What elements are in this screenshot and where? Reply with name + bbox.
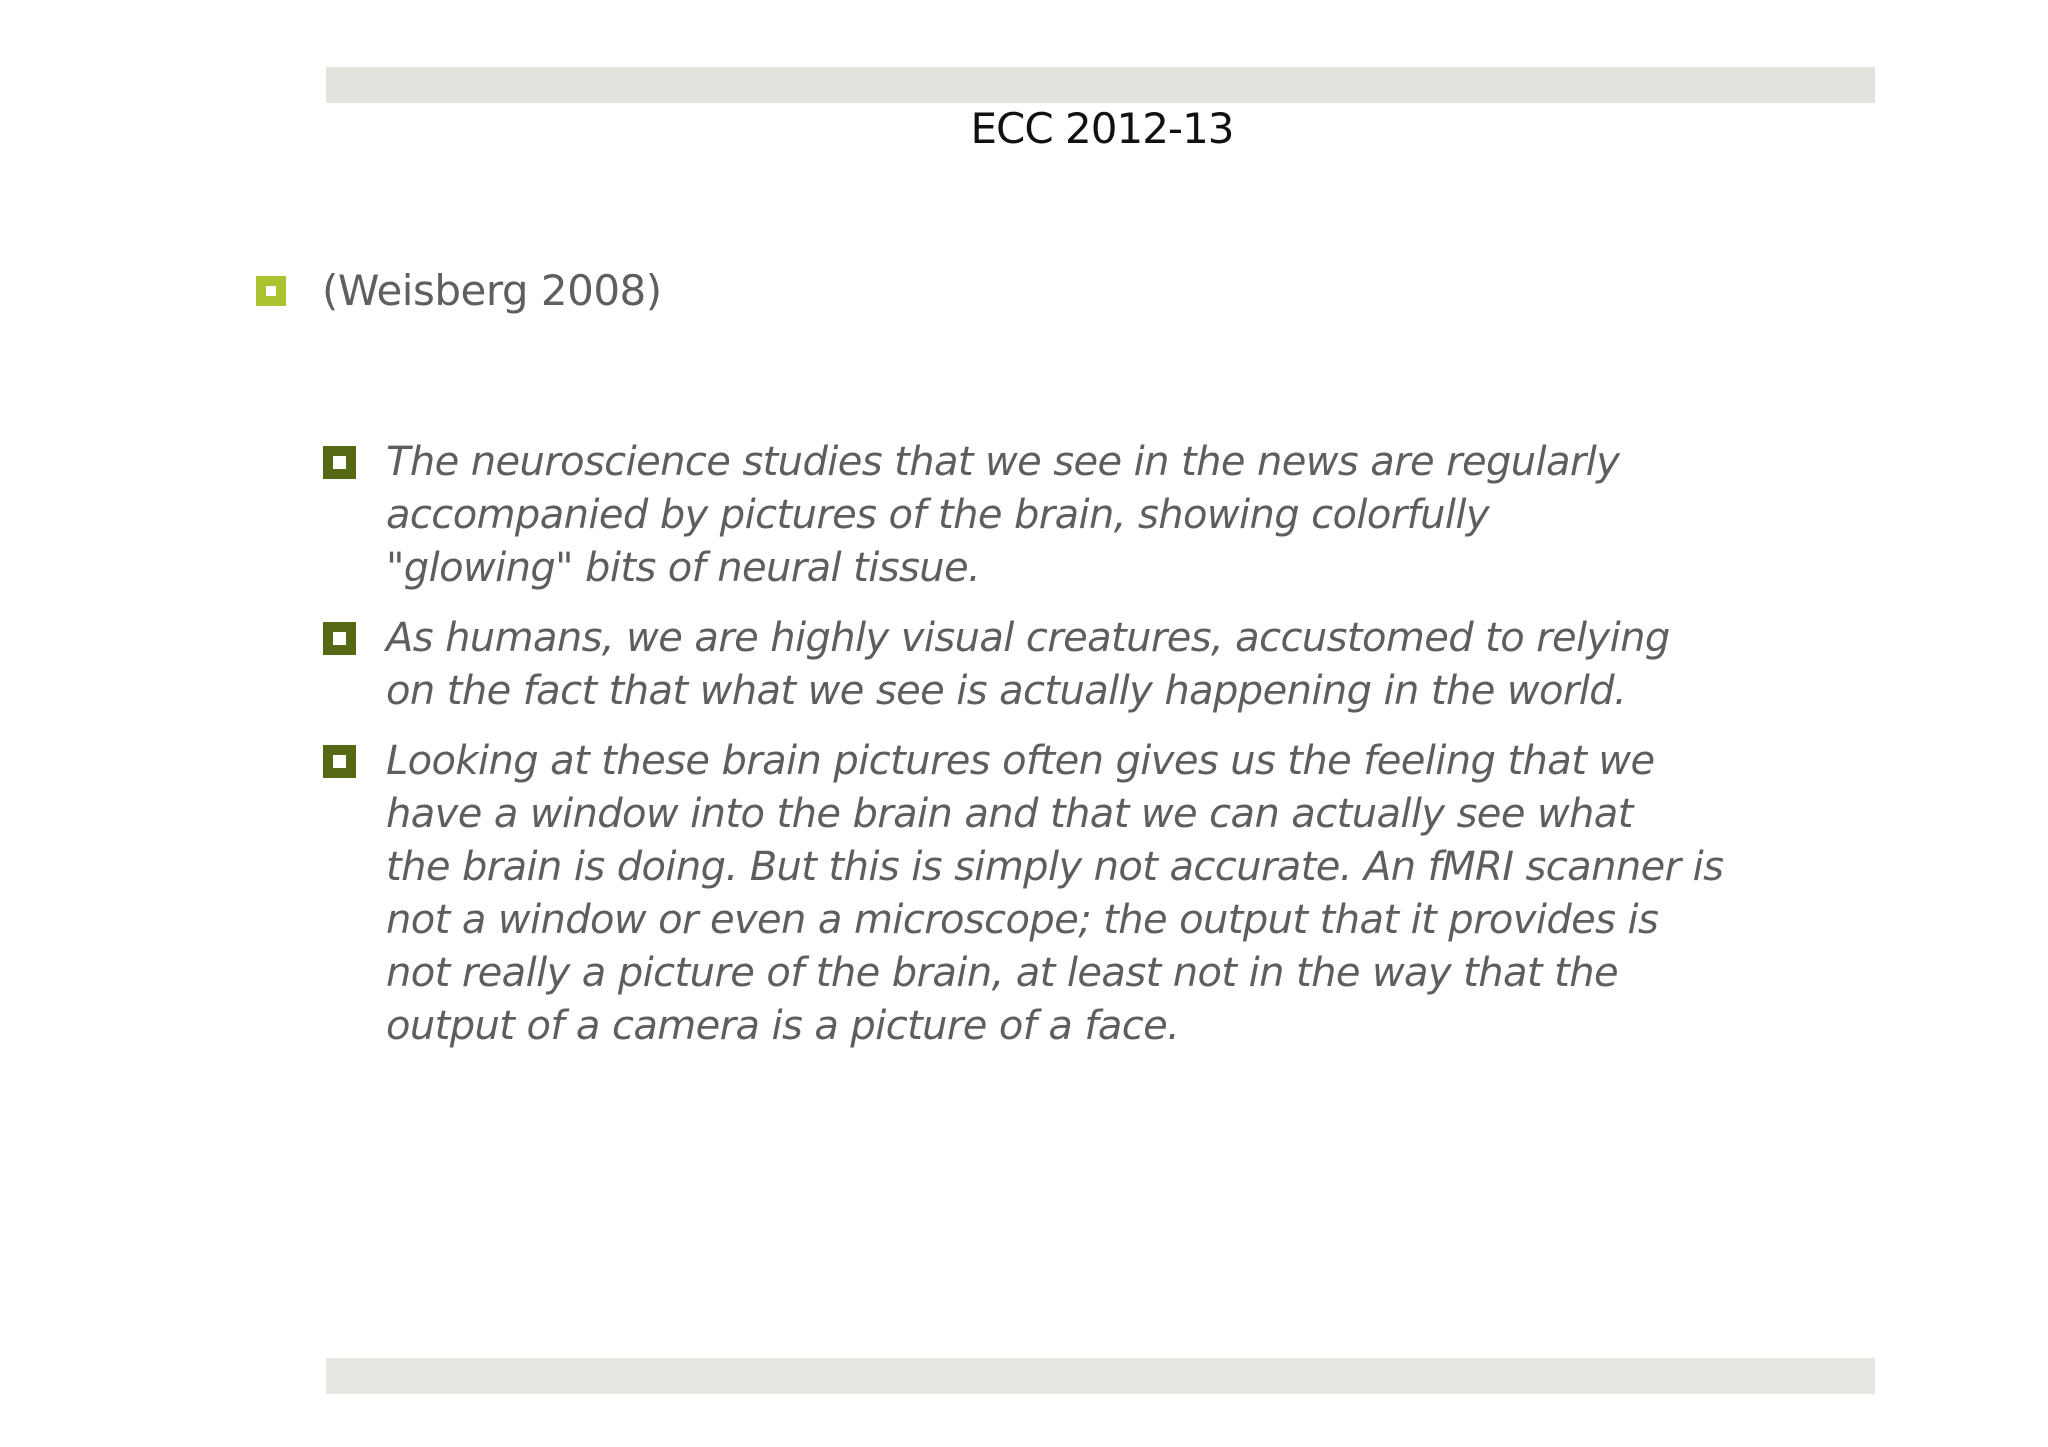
- page-title: ECC 2012-13: [970, 104, 1234, 153]
- square-bullet-icon: [256, 276, 286, 306]
- list-item: [323, 735, 1843, 1053]
- footer-band: [326, 1358, 1875, 1394]
- sub-bullet-list: [323, 436, 1843, 1070]
- list-item: [323, 612, 1843, 718]
- square-bullet-icon: [323, 745, 356, 778]
- square-bullet-icon: [323, 622, 356, 655]
- list-item-text: As humans, we are highly visual creatures, accustomed to relying on the fact that what we see is actually happening in the world.: [386, 615, 1670, 714]
- list-item-text: The neuroscience studies that we see in the news are regularly accompanied by pictures of the brain, showing colorfully "glowing" bits of neural tissue.: [386, 439, 1620, 591]
- list-item-label: (Weisberg 2008): [322, 266, 662, 315]
- list-item: [323, 436, 1843, 595]
- square-bullet-icon: [323, 446, 356, 479]
- header-band: [326, 67, 1875, 103]
- list-item-level1: [256, 266, 662, 315]
- list-item-text: Looking at these brain pictures often gives us the feeling that we have a window into the brain and that we can actually see what the brain is doing. But this is simply not accurate. An fMRI scanner is not a window or even a microscope; the output that it provides is not really a picture of the brain, at least not in the way that the output of a camera is a picture of a face.: [386, 738, 1724, 1049]
